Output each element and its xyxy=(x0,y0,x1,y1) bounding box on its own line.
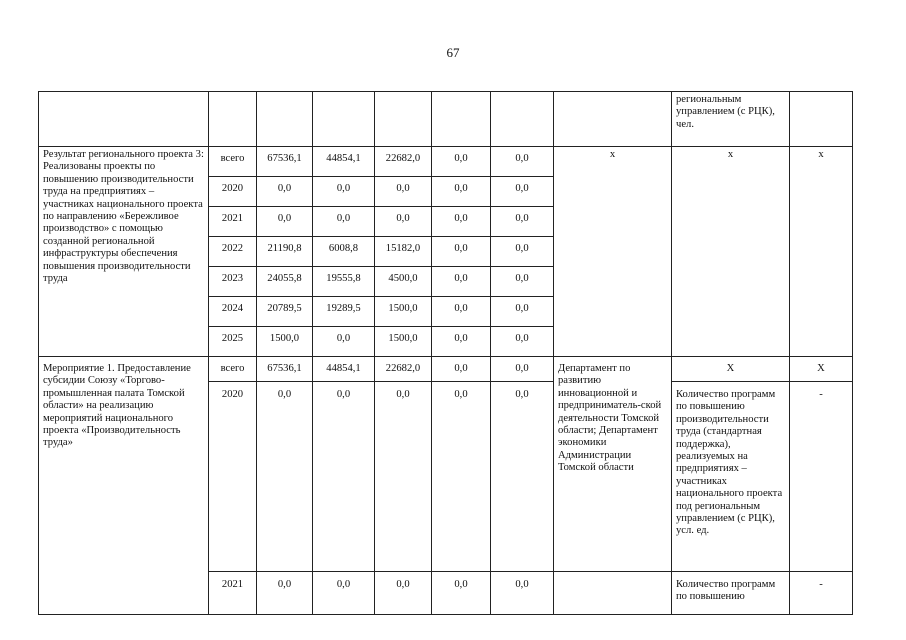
table-row: 2021 0,0 0,0 0,0 0,0 0,0 Количество программ по повышению - xyxy=(39,572,853,615)
indicator-cell: х xyxy=(672,147,790,357)
table-row: 2020 0,0 0,0 0,0 0,0 0,0 Количество программ по повышению производительности труда (стандартная поддержка), реализуемых на предприятиях – участниках национального проекта под региональным управлением (с РЦК), усл. ед. - xyxy=(39,382,853,572)
value-cell: - xyxy=(790,382,853,572)
executor-cell: х xyxy=(554,147,672,357)
indicator-cell: Х xyxy=(672,357,790,382)
table-row xyxy=(39,92,853,147)
table-row: Результат регионального проекта 3: Реализованы проекты по повышению производительности труда на предприятиях – участниках национального проекта по направлению «Бережливое производство» с помощью созданной региональной инфраструктуры обеспечения повышения производительности труда всего 67536,1 44854,1 22682,0 0,0 0,0 х х х xyxy=(39,147,853,177)
table-row: 2023 24055,8 19555,8 4500,0 0,0 0,0 xyxy=(39,267,853,297)
program-table xyxy=(38,91,853,615)
indicator-cell: региональным управлением (с РЦК), чел. xyxy=(672,92,790,147)
executor-cell: Департамент по развитию инновационной и предприниматель-ской деятельности Томской области; Департамент экономики Администрации Томской области xyxy=(554,357,672,572)
result-name: Результат регионального проекта 3: Реализованы проекты по повышению производительности труда на предприятиях – участниках национального проекта по направлению «Бережливое производство» с помощью созданной региональной инфраструктуры обеспечения повышения производительности труда xyxy=(39,147,209,357)
table-row: Мероприятие 1. Предоставление субсидии Союзу «Торгово-промышленная палата Томской области» на реализацию мероприятий национального проекта «Производительность труда» всего 67536,1 44854,1 22682,0 0,0 0,0 Департамент по развитию инновационной и предприниматель-ской деятельности Томской области; Департамент экономики Администрации Томской области Х Х xyxy=(39,357,853,382)
table-row: 2021 0,0 0,0 0,0 0,0 0,0 xyxy=(39,207,853,237)
value-cell: - xyxy=(790,572,853,615)
indicator-cell: Количество программ по повышению xyxy=(672,572,790,615)
value-cell: х xyxy=(790,147,853,357)
page-number: 67 xyxy=(446,45,460,60)
table-row: 2020 0,0 0,0 0,0 0,0 0,0 xyxy=(39,177,853,207)
value-cell: Х xyxy=(790,357,853,382)
measure-name: Мероприятие 1. Предоставление субсидии Союзу «Торгово-промышленная палата Томской области» на реализацию мероприятий национального проекта «Производительность труда» xyxy=(39,357,209,615)
table-row: 2025 1500,0 0,0 1500,0 0,0 0,0 xyxy=(39,327,853,357)
indicator-cell: Количество программ по повышению производительности труда (стандартная поддержка), реализуемых на предприятиях – участниках национального проекта под региональным управлением (с РЦК), усл. ед. xyxy=(672,382,790,572)
table-row: 2024 20789,5 19289,5 1500,0 0,0 0,0 xyxy=(39,297,853,327)
table-row: 2022 21190,8 6008,8 15182,0 0,0 0,0 xyxy=(39,237,853,267)
